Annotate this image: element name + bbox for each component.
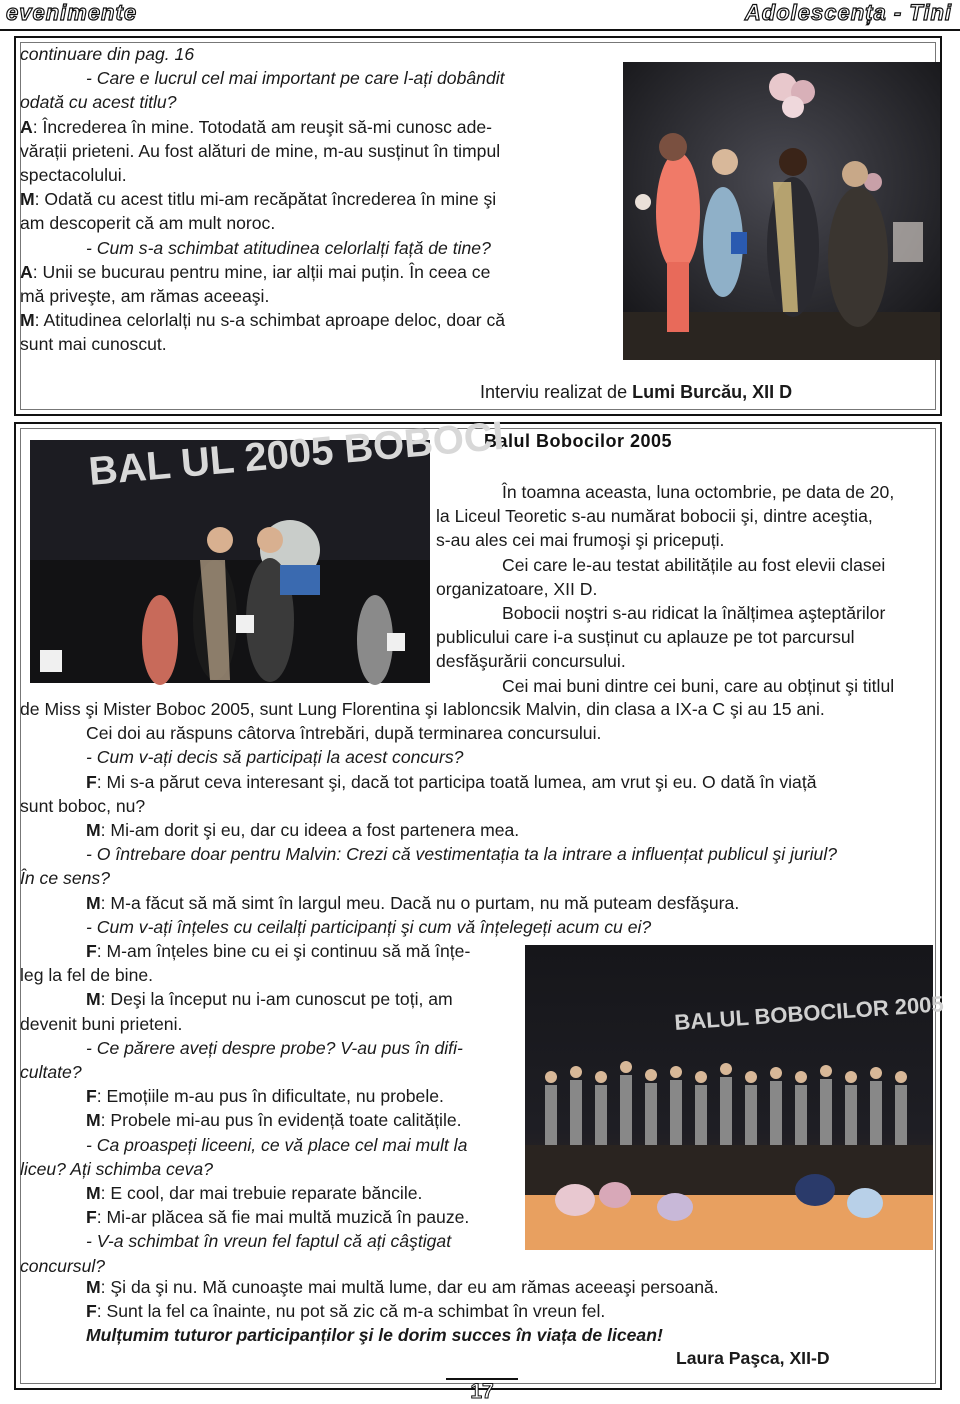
question-line: - V-a schimbat în vreun fel faptul că ați câştigat [86,1231,452,1252]
answer-line: sunt mai cunoscut. [20,334,167,355]
answer-line: F: Mi-ar plăcea să fie mai multă muzică în pauze. [86,1207,470,1228]
photo-boboci-couple-image [30,413,506,683]
answer-line: vărații prieteni. Au fost alături de mine, m-au susținut în timpul [20,140,501,161]
question-line: concursul? [20,1255,106,1276]
article-body-narrow [20,939,530,1278]
photo-group-stage [525,945,945,1250]
answer-line: leg la fel de bine. [20,965,154,986]
question-line: - Cum s-a schimbat atitudinea celorlalți față de tine? [86,237,491,258]
interview1-author: Interviu realizat de Lumi Burcău, XII D [480,382,793,402]
answer-line: devenit buni prieteni. [20,1013,183,1034]
photo-winners-stage-image [623,62,940,360]
answer-line: mă priveşte, am rămas aceeaşi. [20,286,270,307]
answer-line: M: Atitudinea celorlalți nu s-a schimbat aproape deloc, doar că [20,310,506,331]
page-number: 17 [446,1378,518,1402]
article-body-full [20,697,948,939]
paragraph-line: de Miss şi Mister Boboc 2005, sunt Lung Florentina şi Iabloncsik Malvin, din clasa a IX-a C şi au 15 ani. [20,699,825,719]
paragraph-line: organizatoare, XII D. [436,578,598,599]
header-rule [0,29,960,31]
paragraph-line: Cei mai buni dintre cei buni, care au obținut şi titlul [502,675,895,696]
answer-line: A: Încrederea în mine. Totodată am reuşit să-mi cunosc ade- [20,116,493,137]
question-line: liceu? Ați schimba ceva? [20,1158,213,1179]
paragraph-line: Bobocii noştri s-au ridicat la înălțimea aşteptărilor [502,603,886,624]
photo1-banner-text: BAL UL 2005 BOBOCI [86,413,506,494]
answer-line: M: Deşi la început nu i-am cunoscut pe toți, am [86,989,453,1010]
answer-line: F: M-am înțeles bine cu ei şi continuu să mă înțe- [86,941,471,961]
article-ending [20,1275,948,1348]
answer-line: M: E cool, dar mai trebuie reparate băncile. [86,1183,423,1204]
closing-thanks: Mulțumim tuturor participanților şi le dorim succes în viața de licean! [86,1325,663,1346]
question-line: - Cum v-ați înțeles cu ceilalți participanți şi cum vă înțelegeți acum cu ei? [86,916,652,937]
article-title: Balul Bobocilor 2005 [484,431,673,451]
answer-line: F: Sunt la fel ca înainte, nu pot să zic că m-a schimbat în vreun fel. [86,1301,606,1322]
answer-line: am descoperit că am mult noroc. [20,213,276,234]
paragraph-line: la Liceul Teoretic s-au numărat bobocii şi, dintre aceştia, [436,506,873,527]
article-author: Laura Paşca, XII-D [676,1348,830,1368]
question-line: - Ce părere aveți despre probe? V-au pus în difi- [86,1037,463,1058]
answer-line: M: Şi da şi nu. Mă cunoaşte mai multă lume, dar eu am rămas aceeaşi persoană. [86,1277,719,1297]
answer-line: M: Mi-am dorit şi eu, dar cu ideea a fost partenera mea. [86,820,520,841]
interview1-text [20,42,620,357]
answer-line: spectacolului. [20,165,127,186]
paragraph-line: s-au ales cei mai frumoşi şi pricepuți. [436,530,725,551]
article-intro [436,480,944,698]
question-line: - Care e lucrul cel mai important pe care l-ați dobândit [86,68,505,89]
answer-line: M: Probele mi-au pus în evidență toate calitățile. [86,1110,462,1131]
question-line: În ce sens? [20,868,110,889]
photo-winners-stage [623,62,940,360]
answer-line: F: Emoțiile m-au pus în dificultate, nu probele. [86,1086,444,1107]
photo-group-stage-image [525,945,945,1250]
paragraph-line: Cei care le-au testat abilitățile au fost elevii clasei [502,554,886,575]
answer-line: M: M-a făcut să mă simt în largul meu. Dacă nu o purtam, nu mă puteam desfăşura. [86,892,740,913]
answer-line: sunt boboc, nu? [20,795,146,816]
question-line: - Cum v-ați decis să participați la acest concurs? [86,747,464,768]
question-line: odată cu acest titlu? [20,92,177,113]
question-line: - O întrebare doar pentru Malvin: Crezi că vestimentația ta la intrare a influențat publicul şi juriul? [86,844,838,865]
answer-line: F: Mi s-a părut ceva interesant şi, dacă tot participa toată lumea, am vrut şi eu. O dată în viață [86,771,817,792]
photo-boboci-couple [30,413,506,683]
answer-line: M: Odată cu acest titlu mi-am recăpătat încrederea în mine şi [20,189,497,210]
section-header-right: Adolescența - Tini [744,0,952,25]
paragraph-line: În toamna aceasta, luna octombrie, pe data de 20, [502,482,895,502]
paragraph-line: Cei doi au răspuns câtorva întrebări, după terminarea concursului. [86,723,602,744]
section-header-left: evenimente [6,0,138,25]
question-line: cultate? [20,1062,82,1083]
paragraph-line: publicului care i-a susținut cu aplauze pe tot parcursul [436,627,855,648]
continuation-note: continuare din pag. 16 [20,44,195,64]
answer-line: A: Unii se bucurau pentru mine, iar alții mai puțin. În ceea ce [20,261,491,282]
paragraph-line: desfăşurării concursului. [436,651,626,672]
photo2-banner-text: BALUL BOBOCILOR 2005 [673,991,945,1035]
question-line: - Ca proaspeți liceeni, ce vă place cel mai mult la [86,1134,468,1155]
